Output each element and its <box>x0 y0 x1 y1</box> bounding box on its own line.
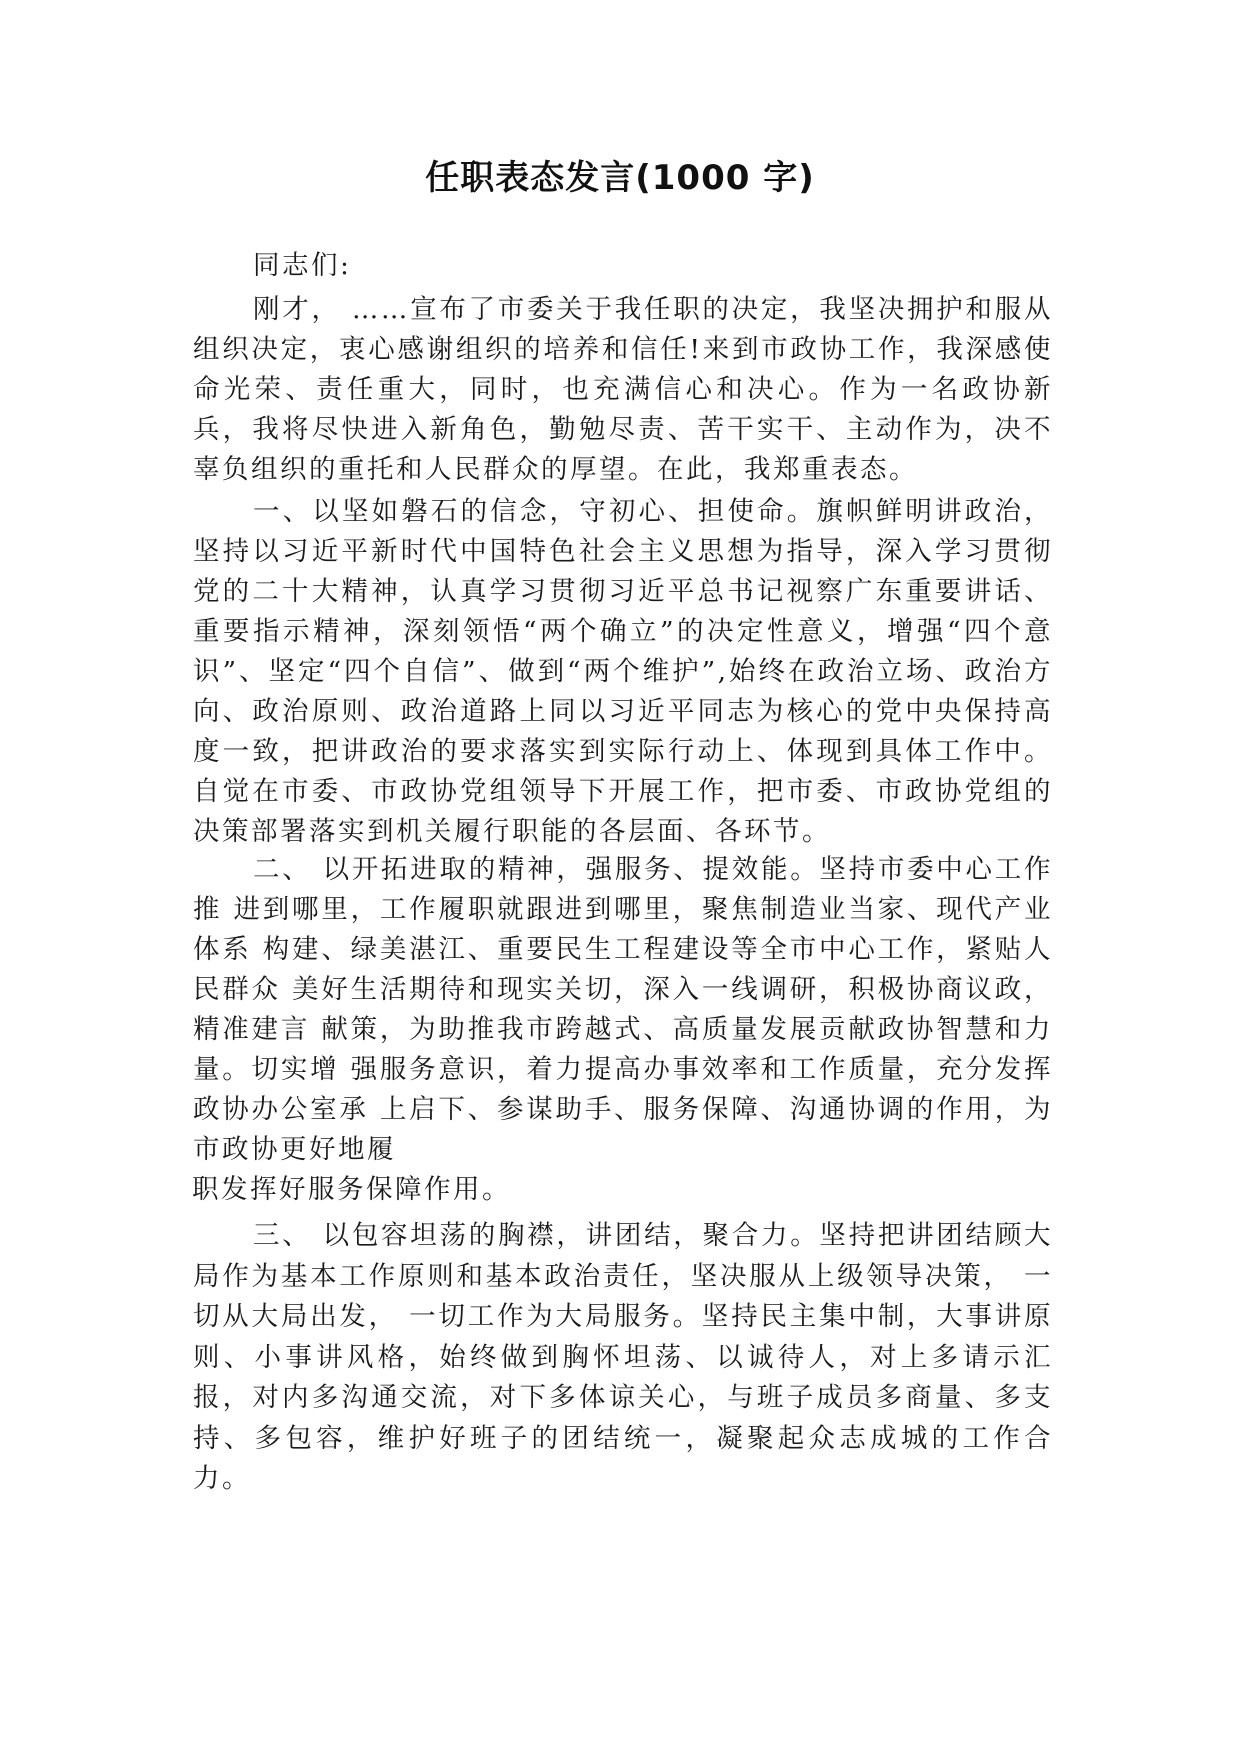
section-one-paragraph <box>193 492 1053 852</box>
section-two-tail-text: 职发挥好服务保障作用。 <box>192 1174 511 1205</box>
section-three-paragraph <box>193 1216 1053 1500</box>
intro-paragraph <box>193 290 1053 490</box>
section-two-paragraph <box>193 850 1053 1210</box>
section-one-text: 一、以坚如磐石的信念，守初心、担使命。旗帜鲜明讲政治，坚持以习近平新时代中国特色社会主义思想为指导，深入学习贯彻党的二十大精神，认真学习贯彻习近平总书记视察广东重要讲话、重要指示精神，深刻领悟“两个确立”的决定性意义，增强“四个意识”、坚定“四个自信”、做到“两个维护”,始终在政治立场、政治方向、政治原则、政治道路上同以习近平同志为核心的党中央保持高度一致，把讲政治的要求落实到实际行动上、体现到具体工作中。自觉在市委、市政协党组领导下开展工作，把市委、市政协党组的决策部署落实到机关履行职能的各层面、各环节。 <box>193 496 1053 847</box>
salutation-paragraph <box>193 246 1053 286</box>
section-three-text: 三、 以包容坦荡的胸襟，讲团结，聚合力。坚持把讲团结顾大局作为基本工作原则和基本政治责任，坚决服从上级领导决策， 一切从大局出发， 一切工作为大局服务。坚持民主集中制，大事讲原则、小事讲风格，始终做到胸怀坦荡、以诚待人，对上多请示汇报，对内多沟通交流，对下多体谅关心，与班子成员多商量、多支持、多包容，维护好班子的团结统一，凝聚起众志成城的工作合力。 <box>193 1220 1053 1494</box>
document-title: 任职表态发言(1000 字) <box>425 158 815 198</box>
section-two-text: 二、 以开拓进取的精神，强服务、提效能。坚持市委中心工作推 进到哪里，工作履职就跟进到哪里，聚焦制造业当家、现代产业体系 构建、绿美湛江、重要民生工程建设等全市中心工作，紧贴人民群众 美好生活期待和现实关切，深入一线调研，积极协商议政，精准建言 献策，为助推我市跨越式、高质量发展贡献政协智慧和力量。切实增 强服务意识，着力提高办事效率和工作质量，充分发挥政协办公室承 上启下、参谋助手、服务保障、沟通协调的作用，为市政协更好地履 <box>193 854 1053 1165</box>
intro-text: 刚才， ……宣布了市委关于我任职的决定，我坚决拥护和服从组织决定，衷心感谢组织的培养和信任!来到市政协工作，我深感使命光荣、责任重大，同时，也充满信心和决心。作为一名政协新兵，我将尽快进入新角色，勤勉尽责、苦干实干、主动作为，决不辜负组织的重托和人民群众的厚望。在此，我郑重表态。 <box>193 294 1053 485</box>
salutation-text: 同志们: <box>253 250 352 281</box>
